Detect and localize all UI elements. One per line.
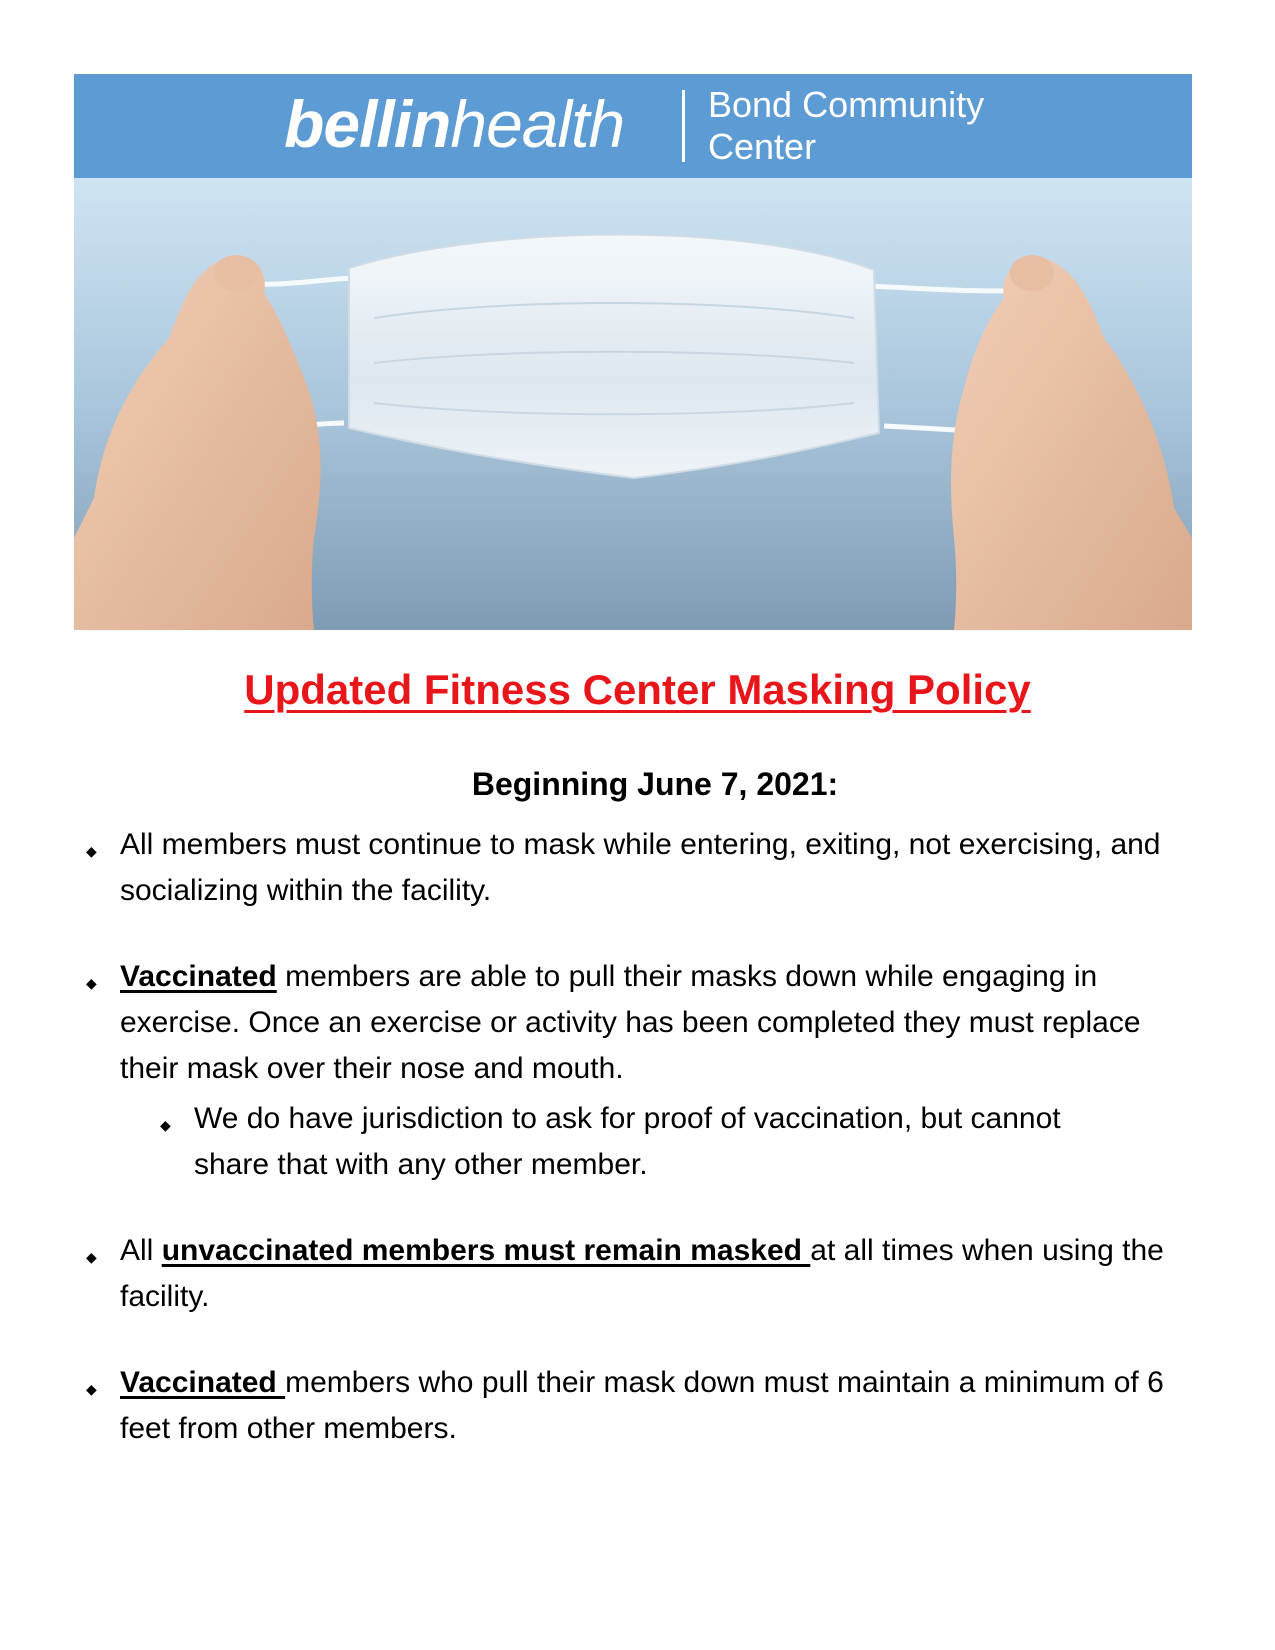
bullet-item-3 (86, 1228, 1190, 1320)
diamond-bullet-icon: ◆ (86, 843, 97, 859)
logo-divider (682, 90, 685, 162)
bullet-3-text: at all times when using the facility. (120, 1234, 1164, 1313)
bullet-item-2 (86, 954, 1190, 1092)
bullet-2-emphasis: Vaccinated (120, 960, 277, 993)
logo-light-text: health (450, 87, 625, 161)
bullet-3-prefix: All (120, 1234, 162, 1267)
bullet-2-text: members are able to pull their masks down while engaging in exercise. Once an exercise or activity has been completed they must replace their mask over their nose and mouth. (120, 960, 1141, 1085)
diamond-bullet-icon: ◆ (86, 975, 97, 991)
logo-bold-text: bellin (284, 87, 451, 161)
header-banner (74, 74, 1192, 178)
diamond-bullet-icon: ◆ (86, 1249, 97, 1265)
policy-title: Updated Fitness Center Masking Policy (244, 666, 1031, 713)
bullet-4-emphasis: Vaccinated (120, 1366, 286, 1399)
location-name (708, 84, 984, 168)
effective-date: Beginning June 7, 2021: (471, 766, 839, 802)
diamond-bullet-icon: ◆ (160, 1117, 171, 1133)
diamond-bullet-icon: ◆ (86, 1381, 97, 1397)
mask-photo (74, 178, 1192, 630)
bullet-3-emphasis: unvaccinated members must remain masked (161, 1234, 811, 1267)
bullet-1-text: All members must continue to mask while entering, exiting, not exercising, and socializing within the facility. (120, 828, 1161, 907)
location-line-1: Bond Community (708, 84, 985, 125)
bullet-item-4 (86, 1360, 1190, 1452)
bullet-4-text: members who pull their mask down must maintain a minimum of 6 feet from other members. (120, 1366, 1164, 1445)
sub-bullet-1-text: We do have jurisdiction to ask for proof of vaccination, but cannot share that with any other member. (194, 1102, 1061, 1181)
bellin-health-logo (284, 82, 624, 166)
location-line-2: Center (708, 126, 817, 167)
bullet-item-1 (86, 822, 1190, 914)
sub-bullet-item-1 (160, 1096, 1134, 1188)
